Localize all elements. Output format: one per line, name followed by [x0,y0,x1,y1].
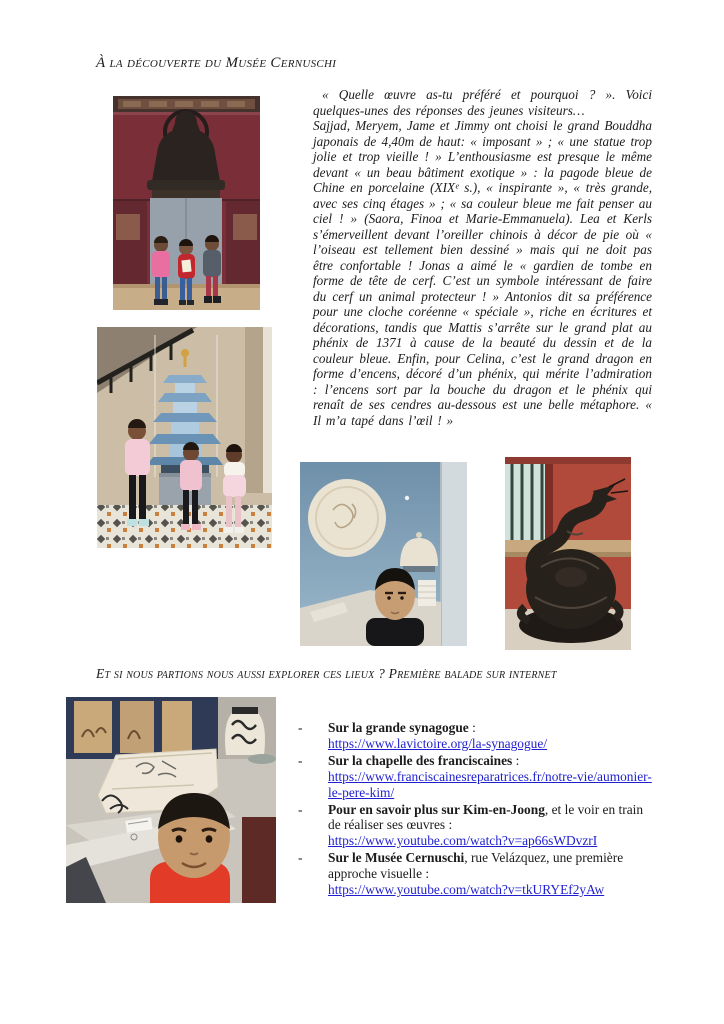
photo-ceramics-selfie [66,697,276,903]
dash-bullet: - [298,752,303,768]
article-text [313,87,652,428]
link-item-lead: Sur la grande synagogue [328,720,469,735]
link-item-rest: : [512,752,520,768]
photo-dragon-incense-burner [505,457,631,650]
blue-display-photo-illustration [300,462,467,646]
link-item-rest: , rue Velázquez, une première approche visuelle : [328,850,624,882]
dragon-photo-illustration [505,457,631,650]
section-title: Et si nous partions nous aussi explorer ces lieux ? Première balade sur internet [96,666,557,681]
ceramics-photo-illustration [66,697,276,903]
buddha-photo-illustration [113,96,260,310]
article-body: Sajjad, Meryem, Jame et Jimmy ont choisi le grand Bouddha japonais de 4,40m de haut: « imposant » ; « une statue trop jolie et trop vieille ! » L’enthousiasme est presque le même devant « un beau bâtiment exotique » : la pagode bleue de Chine en porcelaine (XIXᵉ s.), « inspirante », « très grande, avec ses cinq étages » ; « sa couleur bleue me fait penser au ciel ! » (Saora, Finoa et Marie-Emmanuela). Lea et Kerls s’émerveillent devant l’oreiller chinois à décor de pie où « l’oiseau est tellement bien dessiné » mais qui ne doit pas être confortable ! Jonas a aimé le « gardien de tombe en forme de tête de cerf. C’est un symbole intéressant de faire du cerf un animal protecteur ! » Antonios dit sa préférence pour une cloche coréenne « spéciale », riche en écritures et décorations, tandis que Mattis s’arrête sur le grand plat au phénix de 1371 à cause de la beauté du dessin et de la couleur bleue. Enfin, pour Celina, c’est le grand dragon en forme d’encens, décoré d’un phénix, qui mérite l’admiration : l’encens sort par la bouche du dragon et le phénix qui renaît de ses cendres au-dessous est une belle métaphore. « Il m’a tapé dans l’œil ! » [313,118,652,428]
cernuschi-video-link[interactable]: https://www.youtube.com/watch?v=tkURYEf2yAw [328,882,605,898]
dash-bullet: - [298,801,303,817]
link-item-lead: Pour en savoir plus sur Kim-en-Joong [328,801,545,817]
kim-en-joong-video-link[interactable]: https://www.youtube.com/watch?v=ap66sWDvzrI [328,833,598,849]
list-item [298,802,654,850]
photo-blue-display-selfie [300,462,467,646]
link-item-lead: Sur le Musée Cernuschi [328,850,465,866]
link-item-rest: : [468,720,476,735]
photo-buddha-group [113,96,260,310]
article-intro: « Quelle œuvre as-tu préféré et pourquoi ? ». Voici quelques-unes des réponses des jeunes visiteurs… [313,87,652,118]
photo-pagoda-group [97,327,272,548]
pagoda-photo-illustration [97,327,272,548]
synagogue-link[interactable]: https://www.lavictoire.org/la-synagogue/ [328,735,548,751]
list-item [298,720,654,752]
link-item-rest: , et le voir en train de réaliser ses œuvres : [328,801,644,833]
chapelle-link[interactable]: https://www.franciscainesreparatrices.fr/notre-vie/aumonier-le-pere-kim/ [328,768,652,800]
link-item-lead: Sur la chapelle des franciscaines [328,752,513,768]
list-item [298,850,654,898]
list-item [298,753,654,801]
dash-bullet: - [298,720,303,735]
page-title: À la découverte du Musée Cernuschi [96,55,337,71]
links-list [298,720,654,899]
dash-bullet: - [298,850,303,866]
